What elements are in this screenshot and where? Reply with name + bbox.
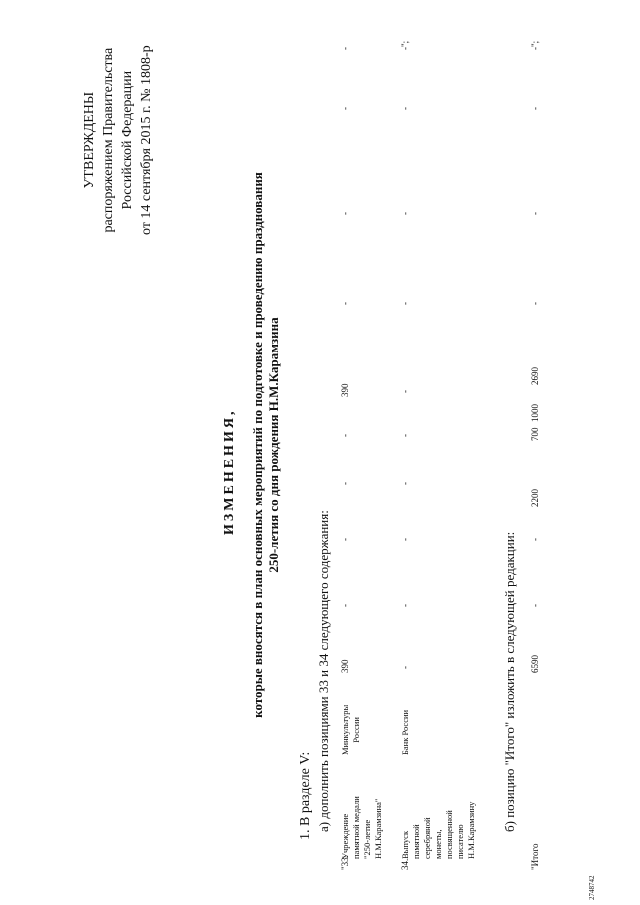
section-heading: 1. В разделе V: bbox=[298, 751, 313, 840]
document-number: 2748742 bbox=[588, 875, 596, 900]
row-34-name-line-3: серебряной bbox=[422, 817, 432, 859]
approval-stamp bbox=[80, 45, 156, 235]
row-34-dash: - bbox=[400, 604, 410, 607]
row-33-name-line-3: "250-летие bbox=[362, 819, 372, 859]
row-33-executor-line-2: России bbox=[351, 717, 361, 743]
row-34-end: -"; bbox=[400, 40, 410, 50]
row-34-name-line-6: писателю bbox=[455, 824, 465, 859]
row-34-name-line-7: Н.М.Карамзину bbox=[466, 801, 476, 859]
total-value-5: 1000 bbox=[530, 404, 540, 422]
row-33-value-2: 390 bbox=[340, 383, 350, 397]
row-33-dash: - bbox=[340, 302, 350, 305]
row-33-executor-line-1: Минкультуры bbox=[340, 704, 350, 755]
row-34-dash: - bbox=[400, 390, 410, 393]
document-title: ИЗМЕНЕНИЯ, bbox=[222, 408, 237, 535]
paragraph-b: б) позицию "Итого" изложить в следующей редакции: bbox=[502, 531, 517, 832]
approval-line-2: распоряжением Правительства bbox=[101, 47, 116, 233]
total-end: -"; bbox=[530, 40, 540, 50]
total-dash: - bbox=[530, 604, 540, 607]
row-34-number: 34. bbox=[400, 858, 410, 870]
row-33-number: "33. bbox=[340, 855, 350, 870]
row-34-dash: - bbox=[400, 212, 410, 215]
row-34-name-line-4: монеты, bbox=[433, 829, 443, 859]
total-dash: - bbox=[530, 212, 540, 215]
row-33-name-line-2: памятной медали bbox=[351, 796, 361, 859]
row-34-dash: - bbox=[400, 666, 410, 669]
approval-line-3: Российской Федерации bbox=[120, 70, 135, 210]
total-value-6: 2690 bbox=[530, 367, 540, 385]
row-34-dash: - bbox=[400, 107, 410, 110]
subtitle-line-1: которые вносятся в план основных мероприятий по подготовке и проведению празднования bbox=[250, 172, 265, 718]
row-33-name-line-1: Учреждение bbox=[340, 813, 350, 859]
approval-line-1: УТВЕРЖДЕНЫ bbox=[82, 91, 97, 189]
row-33-dash: - bbox=[340, 538, 350, 541]
approval-line-4: от 14 сентября 2015 г. № 1808-р bbox=[139, 45, 154, 235]
total-value-3: 2200 bbox=[530, 489, 540, 507]
subtitle-line-2: 250-летия со дня рождения Н.М.Карамзина bbox=[266, 317, 281, 573]
row-34-name-line-1: Выпуск bbox=[400, 830, 410, 859]
row-34-dash: - bbox=[400, 302, 410, 305]
row-34-name-line-5: посвященной bbox=[444, 810, 454, 859]
row-33-dash: - bbox=[340, 434, 350, 437]
total-value-4: 700 bbox=[530, 427, 540, 441]
row-33-name bbox=[340, 796, 384, 859]
row-34-name-line-2: памятной bbox=[411, 824, 421, 859]
row-33-executor bbox=[340, 705, 362, 755]
document-subtitle bbox=[250, 125, 282, 765]
row-33-value-1: 390 bbox=[340, 659, 350, 673]
row-33-end: - bbox=[340, 47, 350, 50]
row-34-name bbox=[400, 802, 477, 859]
row-34-executor: Банк России bbox=[400, 709, 410, 755]
row-33-dash: - bbox=[340, 212, 350, 215]
total-dash: - bbox=[530, 107, 540, 110]
total-value-1: 6590 bbox=[530, 655, 540, 673]
total-dash: - bbox=[530, 302, 540, 305]
row-33-dash: - bbox=[340, 107, 350, 110]
total-dash: - bbox=[530, 538, 540, 541]
row-34-dash: - bbox=[400, 482, 410, 485]
row-33-dash: - bbox=[340, 604, 350, 607]
total-label: "Итого bbox=[530, 843, 540, 870]
paragraph-a: а) дополнить позициями 33 и 34 следующего содержания: bbox=[316, 510, 331, 832]
row-34-dash: - bbox=[400, 434, 410, 437]
row-34-dash: - bbox=[400, 538, 410, 541]
row-33-dash: - bbox=[340, 482, 350, 485]
row-33-name-line-4: Н.М.Карамзина" bbox=[373, 798, 383, 859]
